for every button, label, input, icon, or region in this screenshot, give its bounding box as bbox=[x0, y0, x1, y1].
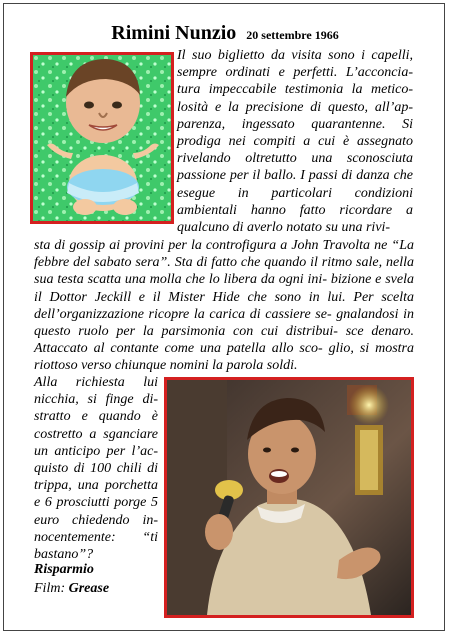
trait-label: Risparmio bbox=[34, 562, 94, 577]
header bbox=[0, 22, 450, 45]
birth-date: 20 settembre 1966 bbox=[246, 28, 339, 42]
bio-paragraph-middle: sta di gossip ai provini per la controfigura a John Travolta ne “La febbre del sabato sera”. Sta di fatto che quando il ritmo sale, nella sua testa scatta una molla che lo libera da ogni ini- bizione e svela il Dottor Jeckill e il Mister Hide che sono in lui. Per scelta dell’organizzazione ricopre la carica di cassiere se- gnalandosi in questo ruolo per la parsimonia con cui distribui- sce denaro. Attaccato al contante come una patella allo sco- glio, si mostra riottoso verso chiunque nomini la parola soldi. bbox=[34, 238, 414, 374]
person-name: Rimini Nunzio bbox=[111, 22, 237, 44]
baby-cartoon-photo bbox=[30, 52, 174, 224]
man-singing-illustration bbox=[167, 380, 411, 615]
film-label: Film: bbox=[34, 581, 66, 596]
film-title: Grease bbox=[68, 581, 110, 596]
bio-paragraph-bottom: Alla richiesta lui nicchia, si finge di- stratto e quando è costretto a sganciare un anticipo per l’ac- quisto di 100 chili di trippa, una porchetta e 6 prosciutti porge 5 euro chiedendo in- nocentemente: “ti bastano”? bbox=[34, 375, 158, 563]
film-line bbox=[34, 581, 109, 597]
baby-cartoon-illustration bbox=[33, 55, 171, 221]
bio-paragraph-top: Il suo biglietto da visita sono i capelli, sempre ordinati e perfetti. L’acconcia- tura impeccabile testimonia la metico- losità e la precisione di questo, all’ap- parenza, ingessato quarantenne. Si prodiga nei compiti a cui è assegnato rivelando oltretutto una sconosciuta passione per il ballo. I passi di danza che esegue in particolari condizioni ambientali hanno fatto ricordare a qualcuno di averlo notato su una rivi- bbox=[177, 48, 413, 236]
karaoke-photo bbox=[164, 377, 414, 618]
